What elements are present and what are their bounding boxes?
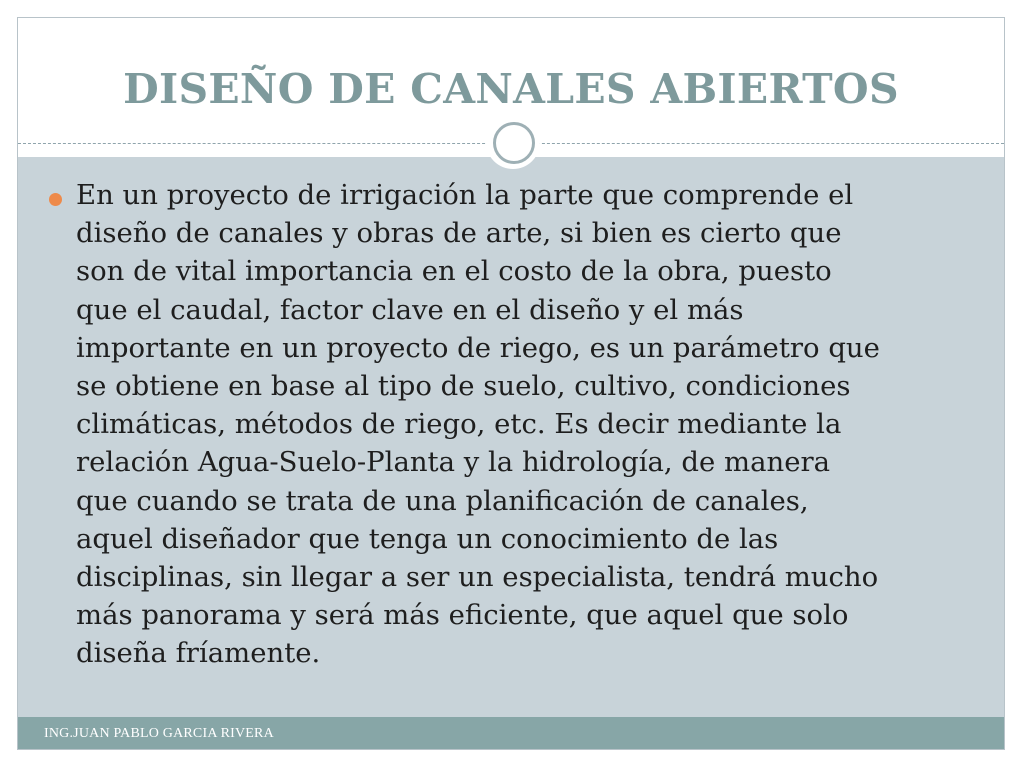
paragraph-line: más panorama y será más eficiente, que aquel que solo — [76, 599, 849, 632]
bullet-paragraph — [76, 176, 986, 673]
bullet-dot-icon — [49, 193, 62, 206]
paragraph-line: se obtiene en base al tipo de suelo, cultivo, condiciones — [76, 370, 851, 403]
paragraph-line: que cuando se trata de una planificación de canales, — [76, 484, 809, 517]
paragraph-line: disciplinas, sin llegar a ser un especialista, tendrá mucho — [76, 561, 879, 594]
paragraph-line: relación Agua-Suelo-Planta y la hidrología, de manera — [76, 446, 831, 479]
paragraph-line: diseña fríamente. — [76, 637, 321, 670]
slide — [17, 17, 1005, 750]
paragraph-line: importante en un proyecto de riego, es un parámetro que — [76, 331, 880, 364]
paragraph-line: son de vital importancia en el costo de la obra, puesto — [76, 255, 832, 288]
circle-ornament-icon — [486, 115, 540, 169]
paragraph-line: diseño de canales y obras de arte, si bien es cierto que — [76, 217, 842, 250]
paragraph-line: climáticas, métodos de riego, etc. Es decir mediante la — [76, 408, 842, 441]
paragraph-line: aquel diseñador que tenga un conocimiento de las — [76, 522, 779, 555]
paragraph-line: que el caudal, factor clave en el diseño y el más — [76, 293, 744, 326]
footer-author: ING.JUAN PABLO GARCIA RIVERA — [44, 726, 274, 741]
slide-title: DISEÑO DE CANALES ABIERTOS — [123, 65, 899, 113]
paragraph-line: En un proyecto de irrigación la parte que comprende el — [76, 179, 854, 211]
footer-bar — [18, 717, 1004, 750]
